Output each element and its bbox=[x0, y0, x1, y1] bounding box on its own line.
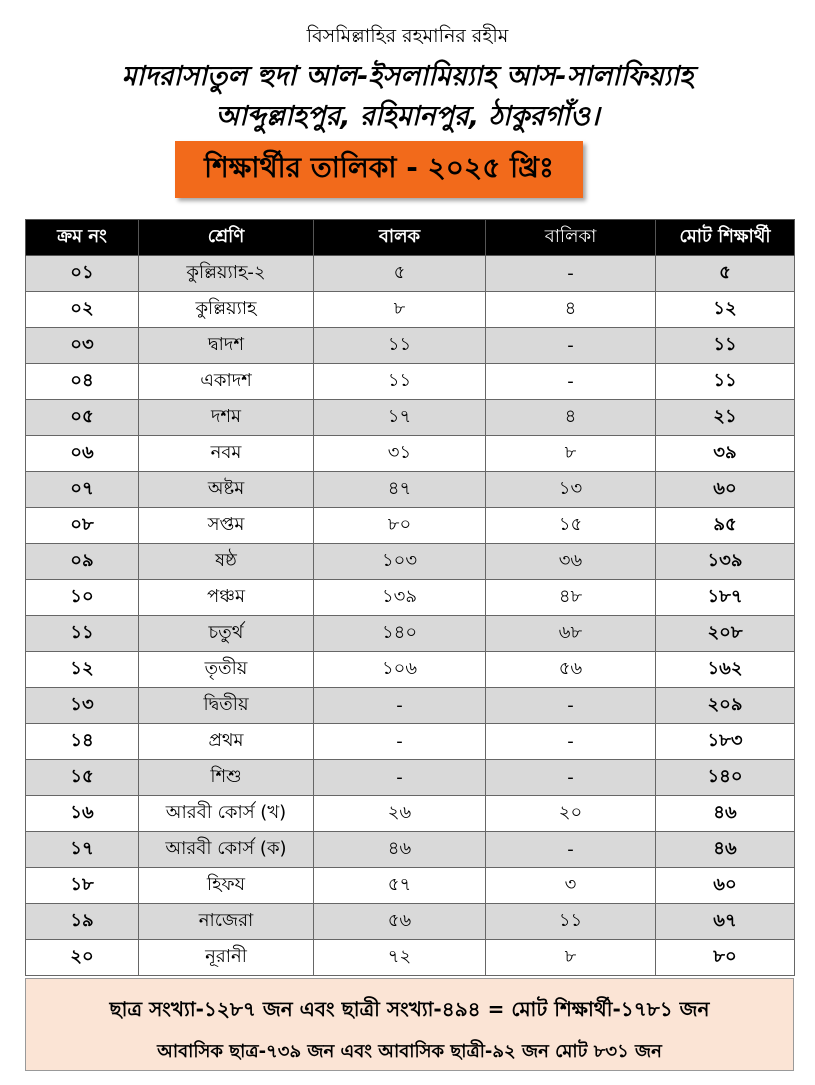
total-cell: ৬৭ bbox=[656, 904, 795, 940]
serial-cell: ০১ bbox=[26, 256, 139, 292]
boys-cell: ১০৩ bbox=[314, 544, 486, 580]
girls-cell: ৪৮ bbox=[486, 580, 656, 616]
total-cell: ১১ bbox=[656, 328, 795, 364]
boys-cell: ৫৬ bbox=[314, 904, 486, 940]
class-cell: প্রথম bbox=[139, 724, 314, 760]
class-cell: দ্বাদশ bbox=[139, 328, 314, 364]
boys-cell: ১৪০ bbox=[314, 616, 486, 652]
girls-cell: ২০ bbox=[486, 796, 656, 832]
table-row bbox=[26, 868, 795, 904]
girls-cell: ৬৮ bbox=[486, 616, 656, 652]
boys-cell: ১১ bbox=[314, 328, 486, 364]
class-cell: আরবী কোর্স (ক) bbox=[139, 832, 314, 868]
class-cell: শিশু bbox=[139, 760, 314, 796]
total-cell: ১৬২ bbox=[656, 652, 795, 688]
serial-cell: ০৪ bbox=[26, 364, 139, 400]
table-row bbox=[26, 436, 795, 472]
class-cell: চতুর্থ bbox=[139, 616, 314, 652]
class-cell: কুল্লিয়্যাহ bbox=[139, 292, 314, 328]
total-cell: ৯৫ bbox=[656, 508, 795, 544]
serial-cell: ০৬ bbox=[26, 436, 139, 472]
total-cell: ৪৬ bbox=[656, 796, 795, 832]
table-row bbox=[26, 904, 795, 940]
class-cell: দশম bbox=[139, 400, 314, 436]
boys-cell: ৫৭ bbox=[314, 868, 486, 904]
boys-cell: ৪৭ bbox=[314, 472, 486, 508]
class-cell: পঞ্চম bbox=[139, 580, 314, 616]
table-row bbox=[26, 292, 795, 328]
serial-cell: ০৫ bbox=[26, 400, 139, 436]
bismillah-text: বিসমিল্লাহির রহমানির রহীম bbox=[306, 25, 509, 47]
boys-cell: ৩১ bbox=[314, 436, 486, 472]
serial-cell: ১২ bbox=[26, 652, 139, 688]
girls-cell: ৫৬ bbox=[486, 652, 656, 688]
table-row bbox=[26, 580, 795, 616]
serial-cell: ০২ bbox=[26, 292, 139, 328]
table-row bbox=[26, 328, 795, 364]
class-cell: হিফয bbox=[139, 868, 314, 904]
total-cell: ১৮৩ bbox=[656, 724, 795, 760]
table-row bbox=[26, 796, 795, 832]
total-cell: ৬০ bbox=[656, 472, 795, 508]
girls-cell: - bbox=[486, 724, 656, 760]
total-cell: ১২ bbox=[656, 292, 795, 328]
table-header-row bbox=[26, 220, 795, 256]
boys-cell: ৮০ bbox=[314, 508, 486, 544]
total-cell: ৪৬ bbox=[656, 832, 795, 868]
serial-cell: ১৯ bbox=[26, 904, 139, 940]
table-row bbox=[26, 400, 795, 436]
summary-box bbox=[25, 978, 794, 1071]
serial-cell: ১৪ bbox=[26, 724, 139, 760]
boys-cell: - bbox=[314, 688, 486, 724]
serial-cell: ২০ bbox=[26, 940, 139, 976]
girls-cell: - bbox=[486, 760, 656, 796]
boys-cell: ২৬ bbox=[314, 796, 486, 832]
class-cell: অষ্টম bbox=[139, 472, 314, 508]
class-cell: নাজেরা bbox=[139, 904, 314, 940]
institution-name: মাদরাসাতুল হুদা আল-ইসলামিয়্যাহ আস-সালাফিয়্যাহ bbox=[121, 61, 694, 92]
girls-cell: - bbox=[486, 688, 656, 724]
girls-cell: - bbox=[486, 328, 656, 364]
table-row bbox=[26, 544, 795, 580]
girls-cell: - bbox=[486, 364, 656, 400]
serial-cell: ১৮ bbox=[26, 868, 139, 904]
serial-cell: ০৯ bbox=[26, 544, 139, 580]
table-row bbox=[26, 256, 795, 292]
table-row bbox=[26, 652, 795, 688]
table-row bbox=[26, 616, 795, 652]
boys-cell: ৭২ bbox=[314, 940, 486, 976]
boys-cell: ১১ bbox=[314, 364, 486, 400]
girls-cell: - bbox=[486, 256, 656, 292]
girls-cell: ৮ bbox=[486, 436, 656, 472]
table-body bbox=[26, 256, 795, 976]
girls-cell: ৪ bbox=[486, 400, 656, 436]
total-cell: ১৩৯ bbox=[656, 544, 795, 580]
boys-cell: ১৩৯ bbox=[314, 580, 486, 616]
boys-cell: - bbox=[314, 760, 486, 796]
class-cell: কুল্লিয়্যাহ-২ bbox=[139, 256, 314, 292]
class-cell: সপ্তম bbox=[139, 508, 314, 544]
list-title-banner: শিক্ষার্থীর তালিকা - ২০২৫ খ্রিঃ bbox=[175, 141, 583, 198]
institution-address: আব্দুল্লাহপুর, রহিমানপুর, ঠাকুরগাঁও। bbox=[215, 101, 600, 132]
table-row bbox=[26, 364, 795, 400]
girls-cell: - bbox=[486, 832, 656, 868]
boys-cell: - bbox=[314, 724, 486, 760]
class-cell: নবম bbox=[139, 436, 314, 472]
total-cell: ১৪০ bbox=[656, 760, 795, 796]
girls-cell: ৩ bbox=[486, 868, 656, 904]
summary-total-line: ছাত্র সংখ্যা-১২৮৭ জন এবং ছাত্রী সংখ্যা-৪৯৪ = মোট শিক্ষার্থী-১৭৮১ জন bbox=[109, 997, 710, 1021]
boys-cell: ৪৬ bbox=[314, 832, 486, 868]
serial-cell: ০৩ bbox=[26, 328, 139, 364]
boys-cell: ৮ bbox=[314, 292, 486, 328]
serial-cell: ১৩ bbox=[26, 688, 139, 724]
total-cell: ৫ bbox=[656, 256, 795, 292]
boys-cell: ৫ bbox=[314, 256, 486, 292]
total-cell: ৬০ bbox=[656, 868, 795, 904]
serial-cell: ১৫ bbox=[26, 760, 139, 796]
girls-cell: ১৩ bbox=[486, 472, 656, 508]
girls-cell: ৪ bbox=[486, 292, 656, 328]
class-cell: একাদশ bbox=[139, 364, 314, 400]
summary-residential-line: আবাসিক ছাত্র-৭৩৯ জন এবং আবাসিক ছাত্রী-৯২ জন মোট ৮৩১ জন bbox=[157, 1041, 662, 1062]
girls-cell: ১১ bbox=[486, 904, 656, 940]
total-cell: ২০৮ bbox=[656, 616, 795, 652]
serial-cell: ১১ bbox=[26, 616, 139, 652]
serial-cell: ০৮ bbox=[26, 508, 139, 544]
total-cell: ৩৯ bbox=[656, 436, 795, 472]
boys-cell: ১০৬ bbox=[314, 652, 486, 688]
total-cell: ২১ bbox=[656, 400, 795, 436]
total-cell: ১৮৭ bbox=[656, 580, 795, 616]
student-list-table bbox=[25, 219, 795, 976]
serial-cell: ০৭ bbox=[26, 472, 139, 508]
serial-cell: ১০ bbox=[26, 580, 139, 616]
table-row bbox=[26, 688, 795, 724]
class-cell: তৃতীয় bbox=[139, 652, 314, 688]
col-header-boys: বালক bbox=[314, 220, 486, 256]
table-row bbox=[26, 940, 795, 976]
class-cell: নূরানী bbox=[139, 940, 314, 976]
table-row bbox=[26, 724, 795, 760]
serial-cell: ১৭ bbox=[26, 832, 139, 868]
table-row bbox=[26, 508, 795, 544]
table-row bbox=[26, 832, 795, 868]
class-cell: আরবী কোর্স (খ) bbox=[139, 796, 314, 832]
girls-cell: ৮ bbox=[486, 940, 656, 976]
total-cell: ১১ bbox=[656, 364, 795, 400]
girls-cell: ৩৬ bbox=[486, 544, 656, 580]
col-header-girls: বালিকা bbox=[486, 220, 656, 256]
class-cell: ষষ্ঠ bbox=[139, 544, 314, 580]
col-header-class: শ্রেণি bbox=[139, 220, 314, 256]
table-row bbox=[26, 472, 795, 508]
class-cell: দ্বিতীয় bbox=[139, 688, 314, 724]
boys-cell: ১৭ bbox=[314, 400, 486, 436]
girls-cell: ১৫ bbox=[486, 508, 656, 544]
total-cell: ২০৯ bbox=[656, 688, 795, 724]
serial-cell: ১৬ bbox=[26, 796, 139, 832]
col-header-total: মোট শিক্ষার্থী bbox=[656, 220, 795, 256]
total-cell: ৮০ bbox=[656, 940, 795, 976]
col-header-serial: ক্রম নং bbox=[26, 220, 139, 256]
table-row bbox=[26, 760, 795, 796]
